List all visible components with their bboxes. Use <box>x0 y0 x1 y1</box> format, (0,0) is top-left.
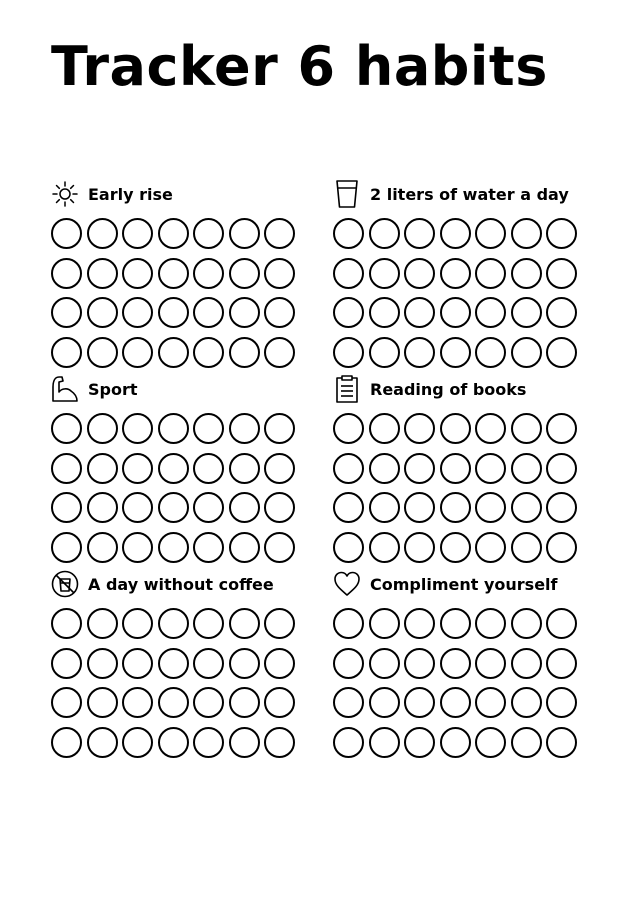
day-circle[interactable] <box>369 258 400 289</box>
day-circle[interactable] <box>404 413 435 444</box>
day-circle[interactable] <box>122 453 153 484</box>
day-circle[interactable] <box>158 337 189 368</box>
day-circle[interactable] <box>475 687 506 718</box>
clipboard-icon <box>333 375 361 403</box>
day-circle[interactable] <box>193 258 224 289</box>
day-circle[interactable] <box>546 608 577 639</box>
day-circle[interactable] <box>369 413 400 444</box>
day-circle[interactable] <box>193 648 224 679</box>
day-circle[interactable] <box>546 297 577 328</box>
day-circle[interactable] <box>264 337 295 368</box>
day-circle[interactable] <box>369 608 400 639</box>
day-circle[interactable] <box>229 532 260 563</box>
day-circle-grid <box>51 608 295 758</box>
habit-name: Early rise <box>88 185 173 204</box>
day-circle[interactable] <box>440 687 471 718</box>
day-circle[interactable] <box>264 532 295 563</box>
day-circle-grid <box>51 413 295 563</box>
day-circle[interactable] <box>511 337 542 368</box>
day-circle[interactable] <box>404 258 435 289</box>
day-circle[interactable] <box>546 648 577 679</box>
day-circle[interactable] <box>404 453 435 484</box>
habit-header <box>51 375 311 405</box>
day-circle[interactable] <box>264 608 295 639</box>
day-circle[interactable] <box>87 727 118 758</box>
day-circle[interactable] <box>193 687 224 718</box>
day-circle[interactable] <box>404 648 435 679</box>
day-circle[interactable] <box>333 532 364 563</box>
day-circle[interactable] <box>193 297 224 328</box>
day-circle[interactable] <box>369 453 400 484</box>
day-circle[interactable] <box>440 453 471 484</box>
no-coffee-icon <box>51 570 79 598</box>
day-circle[interactable] <box>122 727 153 758</box>
day-circle[interactable] <box>333 413 364 444</box>
day-circle[interactable] <box>333 492 364 523</box>
day-circle[interactable] <box>122 258 153 289</box>
day-circle[interactable] <box>369 492 400 523</box>
day-circle[interactable] <box>440 218 471 249</box>
day-circle[interactable] <box>546 687 577 718</box>
day-circle[interactable] <box>369 687 400 718</box>
habit-name: Compliment yourself <box>370 575 558 594</box>
day-circle[interactable] <box>51 258 82 289</box>
day-circle[interactable] <box>333 453 364 484</box>
day-circle[interactable] <box>404 492 435 523</box>
day-circle[interactable] <box>475 648 506 679</box>
day-circle[interactable] <box>511 492 542 523</box>
heart-icon <box>333 570 361 598</box>
day-circle[interactable] <box>333 648 364 679</box>
day-circle[interactable] <box>264 492 295 523</box>
day-circle[interactable] <box>404 532 435 563</box>
day-circle[interactable] <box>51 532 82 563</box>
day-circle[interactable] <box>193 453 224 484</box>
habit-header <box>333 570 593 600</box>
day-circle[interactable] <box>475 218 506 249</box>
day-circle[interactable] <box>51 648 82 679</box>
day-circle[interactable] <box>369 532 400 563</box>
day-circle[interactable] <box>475 413 506 444</box>
day-circle[interactable] <box>333 218 364 249</box>
day-circle[interactable] <box>511 413 542 444</box>
day-circle[interactable] <box>264 297 295 328</box>
day-circle[interactable] <box>158 727 189 758</box>
day-circle[interactable] <box>511 218 542 249</box>
day-circle[interactable] <box>475 492 506 523</box>
day-circle[interactable] <box>122 337 153 368</box>
day-circle[interactable] <box>229 218 260 249</box>
day-circle[interactable] <box>475 453 506 484</box>
day-circle[interactable] <box>511 258 542 289</box>
day-circle[interactable] <box>475 337 506 368</box>
day-circle[interactable] <box>229 453 260 484</box>
day-circle[interactable] <box>229 648 260 679</box>
day-circle[interactable] <box>440 727 471 758</box>
day-circle[interactable] <box>193 727 224 758</box>
day-circle[interactable] <box>51 413 82 444</box>
day-circle[interactable] <box>546 218 577 249</box>
day-circle[interactable] <box>440 297 471 328</box>
habit-header <box>51 180 311 210</box>
day-circle[interactable] <box>87 453 118 484</box>
page-title: Tracker 6 habits <box>51 35 548 98</box>
day-circle[interactable] <box>546 532 577 563</box>
day-circle[interactable] <box>264 218 295 249</box>
day-circle[interactable] <box>546 258 577 289</box>
day-circle[interactable] <box>264 687 295 718</box>
day-circle[interactable] <box>158 492 189 523</box>
day-circle[interactable] <box>229 413 260 444</box>
day-circle[interactable] <box>404 337 435 368</box>
day-circle[interactable] <box>229 297 260 328</box>
day-circle-grid <box>333 608 577 758</box>
day-circle[interactable] <box>511 687 542 718</box>
day-circle[interactable] <box>369 218 400 249</box>
day-circle[interactable] <box>158 453 189 484</box>
day-circle[interactable] <box>158 687 189 718</box>
day-circle[interactable] <box>333 608 364 639</box>
day-circle[interactable] <box>158 218 189 249</box>
day-circle[interactable] <box>546 337 577 368</box>
day-circle[interactable] <box>122 687 153 718</box>
day-circle[interactable] <box>87 258 118 289</box>
day-circle[interactable] <box>87 608 118 639</box>
day-circle[interactable] <box>87 687 118 718</box>
day-circle[interactable] <box>333 727 364 758</box>
day-circle[interactable] <box>404 297 435 328</box>
day-circle[interactable] <box>404 687 435 718</box>
day-circle[interactable] <box>546 727 577 758</box>
habit-name: 2 liters of water a day <box>370 185 569 204</box>
day-circle[interactable] <box>193 337 224 368</box>
habit-header <box>51 570 311 600</box>
day-circle-grid <box>333 218 577 368</box>
day-circle[interactable] <box>475 297 506 328</box>
day-circle[interactable] <box>511 297 542 328</box>
day-circle-grid <box>51 218 295 368</box>
day-circle[interactable] <box>475 608 506 639</box>
day-circle[interactable] <box>440 648 471 679</box>
day-circle[interactable] <box>193 608 224 639</box>
day-circle[interactable] <box>440 413 471 444</box>
habit-name: Reading of books <box>370 380 527 399</box>
day-circle[interactable] <box>87 297 118 328</box>
day-circle[interactable] <box>440 258 471 289</box>
day-circle[interactable] <box>51 727 82 758</box>
day-circle[interactable] <box>440 608 471 639</box>
day-circle[interactable] <box>333 337 364 368</box>
day-circle[interactable] <box>158 258 189 289</box>
day-circle[interactable] <box>369 727 400 758</box>
habit-header <box>333 375 593 405</box>
day-circle[interactable] <box>158 297 189 328</box>
day-circle[interactable] <box>475 258 506 289</box>
day-circle[interactable] <box>51 337 82 368</box>
day-circle[interactable] <box>193 218 224 249</box>
day-circle[interactable] <box>51 297 82 328</box>
day-circle[interactable] <box>546 413 577 444</box>
day-circle[interactable] <box>51 453 82 484</box>
day-circle[interactable] <box>87 413 118 444</box>
habit-name: A day without coffee <box>88 575 274 594</box>
day-circle[interactable] <box>511 727 542 758</box>
sun-icon <box>51 180 79 208</box>
day-circle[interactable] <box>87 492 118 523</box>
day-circle[interactable] <box>229 687 260 718</box>
habit-header <box>333 180 593 210</box>
day-circle[interactable] <box>264 453 295 484</box>
day-circle[interactable] <box>475 532 506 563</box>
day-circle[interactable] <box>264 258 295 289</box>
day-circle[interactable] <box>369 648 400 679</box>
day-circle[interactable] <box>440 532 471 563</box>
day-circle[interactable] <box>333 258 364 289</box>
day-circle[interactable] <box>229 727 260 758</box>
day-circle[interactable] <box>546 492 577 523</box>
day-circle[interactable] <box>546 453 577 484</box>
day-circle[interactable] <box>369 297 400 328</box>
day-circle[interactable] <box>404 218 435 249</box>
day-circle[interactable] <box>511 608 542 639</box>
day-circle[interactable] <box>193 492 224 523</box>
day-circle[interactable] <box>122 492 153 523</box>
day-circle[interactable] <box>158 608 189 639</box>
day-circle[interactable] <box>87 337 118 368</box>
day-circle[interactable] <box>122 532 153 563</box>
day-circle[interactable] <box>440 337 471 368</box>
day-circle[interactable] <box>51 687 82 718</box>
day-circle[interactable] <box>193 532 224 563</box>
day-circle[interactable] <box>122 648 153 679</box>
day-circle[interactable] <box>264 727 295 758</box>
day-circle[interactable] <box>122 608 153 639</box>
day-circle[interactable] <box>369 337 400 368</box>
glass-icon <box>333 180 361 208</box>
day-circle[interactable] <box>158 648 189 679</box>
day-circle[interactable] <box>51 218 82 249</box>
day-circle[interactable] <box>440 492 471 523</box>
day-circle[interactable] <box>511 532 542 563</box>
day-circle[interactable] <box>51 492 82 523</box>
day-circle[interactable] <box>229 608 260 639</box>
day-circle-grid <box>333 413 577 563</box>
day-circle[interactable] <box>264 413 295 444</box>
day-circle[interactable] <box>333 687 364 718</box>
day-circle[interactable] <box>51 608 82 639</box>
day-circle[interactable] <box>193 413 224 444</box>
day-circle[interactable] <box>229 258 260 289</box>
day-circle[interactable] <box>511 648 542 679</box>
day-circle[interactable] <box>87 648 118 679</box>
day-circle[interactable] <box>229 337 260 368</box>
habit-name: Sport <box>88 380 138 399</box>
day-circle[interactable] <box>87 532 118 563</box>
day-circle[interactable] <box>122 297 153 328</box>
day-circle[interactable] <box>264 648 295 679</box>
day-circle[interactable] <box>475 727 506 758</box>
day-circle[interactable] <box>158 532 189 563</box>
day-circle[interactable] <box>122 218 153 249</box>
day-circle[interactable] <box>87 218 118 249</box>
flexed-arm-icon <box>51 375 79 403</box>
day-circle[interactable] <box>511 453 542 484</box>
day-circle[interactable] <box>122 413 153 444</box>
day-circle[interactable] <box>158 413 189 444</box>
day-circle[interactable] <box>229 492 260 523</box>
day-circle[interactable] <box>404 608 435 639</box>
day-circle[interactable] <box>404 727 435 758</box>
day-circle[interactable] <box>333 297 364 328</box>
